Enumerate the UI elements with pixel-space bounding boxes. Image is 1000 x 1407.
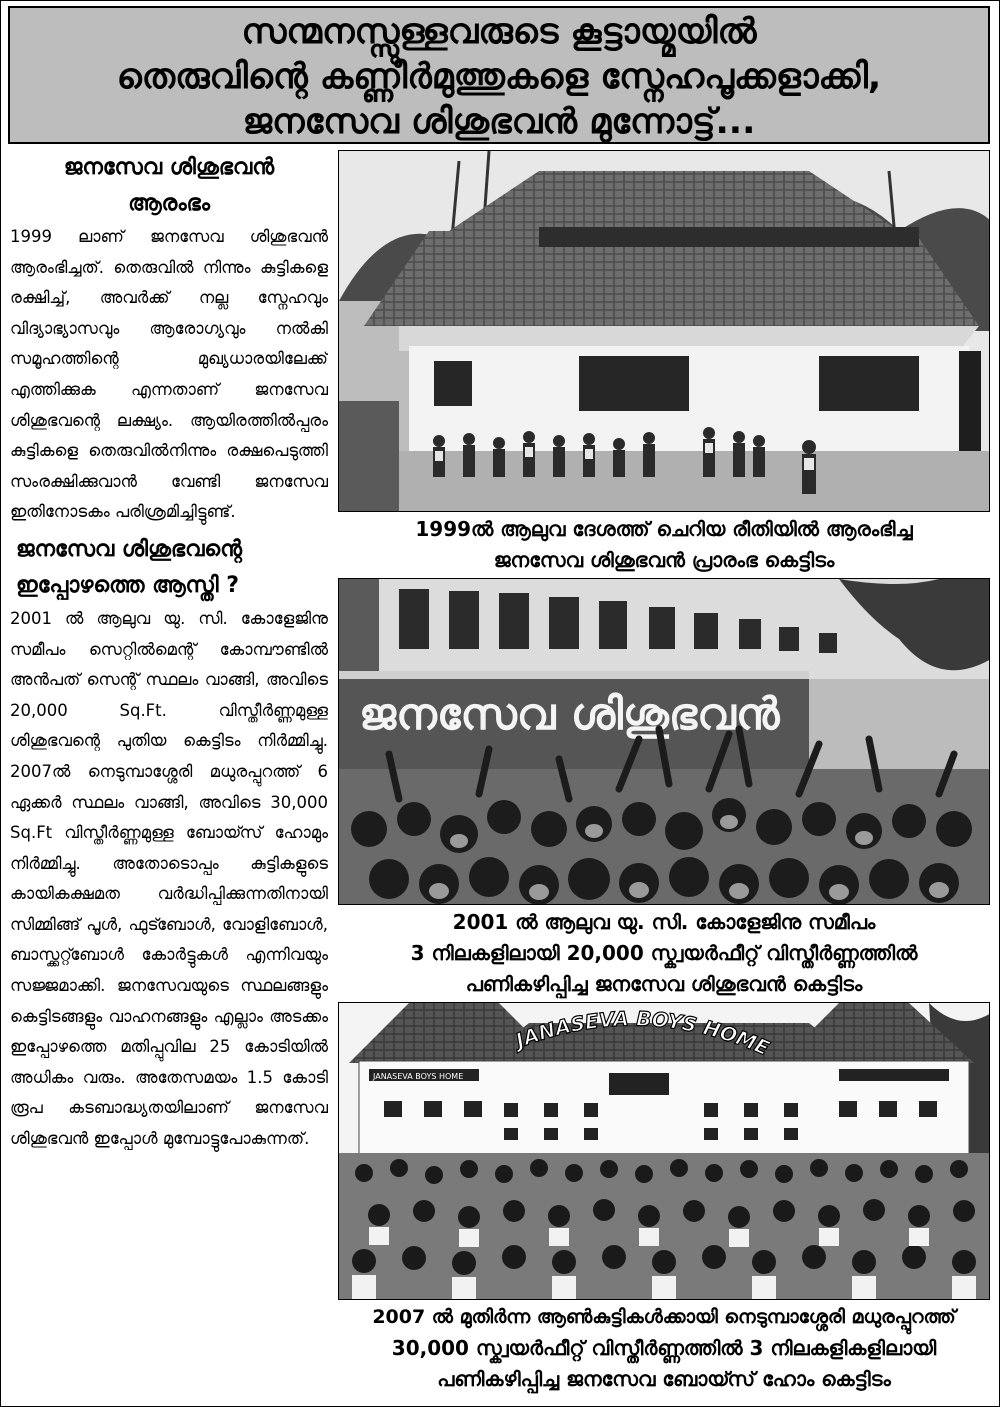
photo-1999-image [339, 151, 990, 512]
photo-1999-caption-line-1: 1999ൽ ആലുവ ദേശത്ത് ചെറിയ രീതിയിൽ ആരംഭിച്ച [415, 517, 913, 541]
photo-2001-caption [338, 907, 990, 1000]
photo-2007-caption-line-2: 30,000 സ്ക്വയർഫീറ്റ് വിസ്തീർണ്ണത്തിൽ 3 നിലകളികളിലായി [391, 1336, 937, 1360]
boys-home-banner-path: JANASEVA BOYS HOME [512, 1006, 774, 1061]
section-2-title-line-1: ജനസേവ ശിശുഭവന്റെ [16, 536, 242, 562]
photo-2001-building [338, 578, 990, 905]
headline-line-3: ജനസേവ ശിശുഭവൻ മുന്നോട്ട്... [242, 102, 756, 142]
photo-1999-caption-line-2: ജനസേവ ശിശുഭവൻ പ്രാരംഭ കെട്ടിടം [493, 548, 835, 572]
photo-2001-caption-line-2: 3 നിലകളിലായി 20,000 സ്ക്വയർഫീറ്റ് വിസ്തീർണ്ണത്തിൽ [410, 941, 918, 965]
section-1-body: 1999 ലാണ് ജനസേവ ശിശുഭവൻ ആരംഭിച്ചത്. തെരുവിൽ നിന്നും കുട്ടികളെ രക്ഷിച്ച്, അവർക്ക് നല്ല സ്നേഹവും വിദ്യാഭ്യാസവും ആരോഗ്യവും നൽകി സമൂഹത്തിന്റെ മുഖ്യധാരയിലേക്ക് എത്തിക്കുക എന്നതാണ് ജനസേവ ശിശുഭവന്റെ ലക്ഷ്യം. ആയിരത്തിൽപ്പരം കുട്ടികളെ തെരുവിൽനിന്നും രക്ഷപെടുത്തി സംരക്ഷിക്കുവാൻ വേണ്ടി ജനസേവ ഇതിനോടകം പരിശ്രമിച്ചിട്ടുണ്ട്. [10, 227, 328, 522]
photo-2007-caption-line-3: പണികഴിപ്പിച്ച ജനസേവ ബോയ്സ് ഹോം കെട്ടിടം [437, 1367, 891, 1391]
photo-2007-image [339, 1003, 990, 1300]
photo-2007-caption-line-1: 2007 ൽ മുതിർന്ന ആൺകുട്ടികൾക്കായി നെടുമ്പാശ്ശേരി മധുരപ്പുറത്ത് [372, 1306, 956, 1328]
boys-home-sign-text: JANASEVA BOYS HOME [373, 1072, 464, 1081]
photo-2001-image [339, 579, 990, 905]
photo-1999-building [338, 150, 990, 512]
headline-box [8, 6, 990, 144]
article-column [10, 150, 328, 1400]
headline-line-1: സന്മനസ്സുള്ളവരുടെ കൂട്ടായ്മയിൽ [241, 12, 757, 52]
photo-2001-caption-line-3: പണികഴിപ്പിച്ച ജനസേവ ശിശുഭവൻ കെട്ടിടം [465, 972, 863, 996]
section-2-title-line-2: ഇപ്പോഴത്തെ ആസ്തി ? [16, 572, 239, 598]
headline-line-2: തെരുവിന്റെ കണ്ണീർമുത്തുകളെ സ്നേഹപൂക്കളാക്കി, [116, 57, 882, 97]
section-1-title-line-1: ജനസേവ ശിശുഭവൻ [63, 155, 275, 180]
section-2-body: 2001 ൽ ആലുവ യു. സി. കോളേജിനു സമീപം സെറ്റിൽമെന്റ് കോമ്പൗണ്ടിൽ അൻപത് സെന്റ് സ്ഥലം വാങ്ങി, അവിടെ 20,000 Sq.Ft. വിസ്തീർണ്ണമുള്ള ശിശുഭവന്റെ പുതിയ കെട്ടിടം നിർമ്മിച്ചു. 2007ൽ നെടുമ്പാശ്ശേരി മധുരപ്പുറത്ത് 6 ഏക്കർ സ്ഥലം വാങ്ങി, അവിടെ 30,000 Sq.Ft വിസ്തീർണ്ണമുള്ള ബോയ്സ് ഹോമും നിർമ്മിച്ചു. അതോടൊപ്പം കുട്ടികളുടെ കായികക്ഷമത വർദ്ധിപ്പിക്കുന്നതിനായി സിമ്മിങ്ങ് പൂൾ, ഫുട്ബോൾ, വോളിബോൾ, ബാസ്ക്കറ്റ്ബോൾ കോർട്ടുകൾ എന്നിവയും സജ്ജമാക്കി. ജനസേവയുടെ സ്ഥലങ്ങളും കെട്ടിടങ്ങളും വാഹനങ്ങളും എല്ലാം അടക്കം ഇപ്പോഴത്തെ മതിപ്പുവില 25 കോടിയിൽ അധികം വരും. അതേസമയം 1.5 കോടി രൂപ കടബാദ്ധ്യതയിലാണ് ജനസേവ ശിശുഭവൻ ഇപ്പോൾ മുമ്പോട്ടുപോകുന്നത്. [10, 608, 328, 1149]
photo-2007-boys-home [338, 1002, 990, 1300]
photo-2001-caption-line-1: 2001 ൽ ആലുവ യു. സി. കോളേജിനു സമീപം [452, 910, 876, 934]
photo-2007-caption [338, 1302, 990, 1395]
photo-1999-caption [338, 514, 990, 576]
janaseva-sign-text: ജനസേവ ശിശുഭവൻ [359, 689, 780, 740]
section-1-title-line-2: ആരംഭം [128, 191, 210, 216]
